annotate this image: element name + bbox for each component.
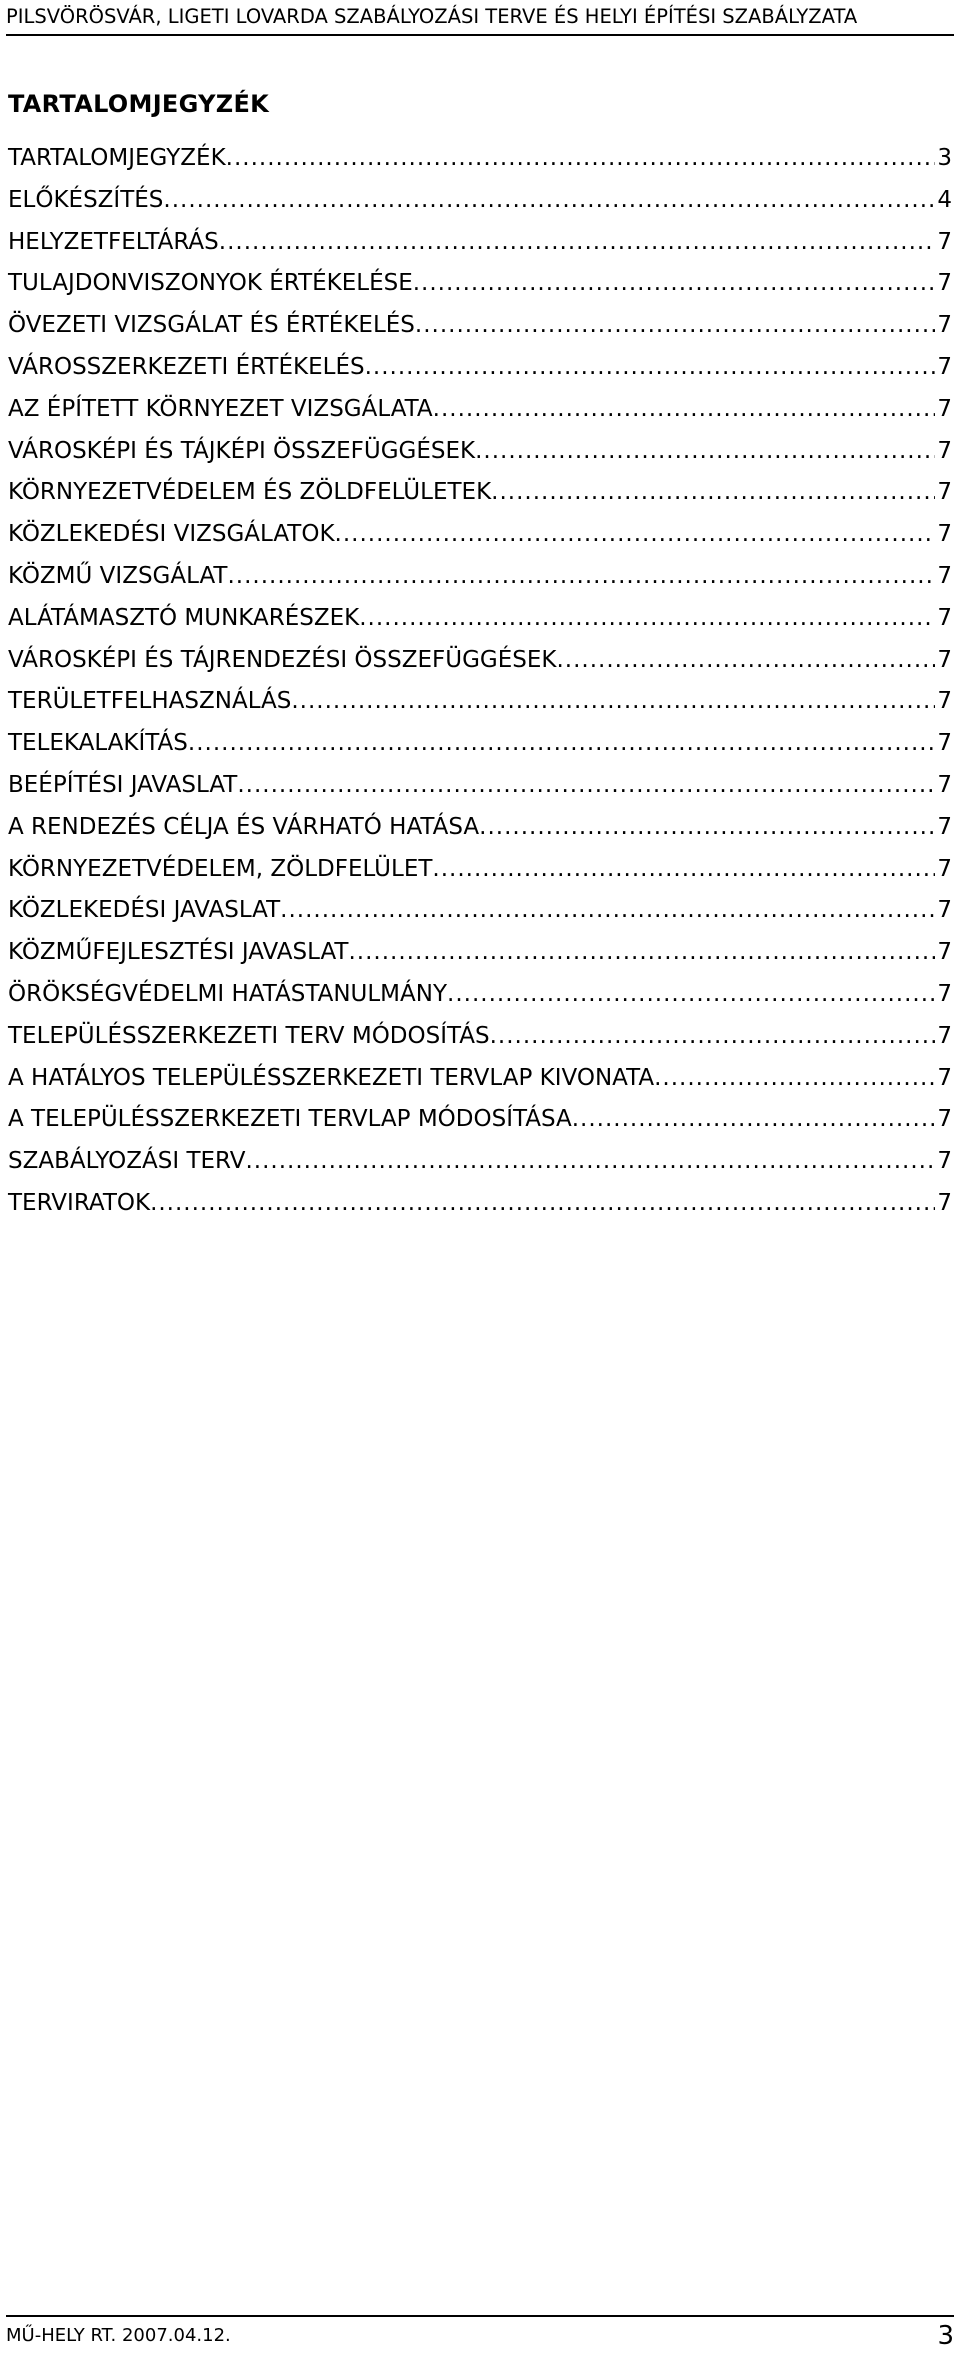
dot-leader [490, 1021, 936, 1051]
toc-entry-label: TULAJDONVISZONYOK ÉRTÉKELÉSE [8, 270, 413, 297]
toc-entry[interactable] [8, 143, 952, 185]
dot-leader [335, 519, 936, 549]
toc-entry[interactable] [8, 561, 952, 603]
toc-entry-label: VÁROSKÉPI ÉS TÁJKÉPI ÖSSZEFÜGGÉSEK [8, 437, 476, 464]
page-footer [6, 2315, 954, 2362]
footer-company-date: MŰ-HELY RT. 2007.04.12. [6, 2325, 231, 2346]
dot-leader [188, 728, 935, 758]
toc-entry-label: TERÜLETFELHASZNÁLÁS [8, 688, 292, 715]
dot-leader [415, 310, 935, 340]
toc-entry[interactable] [8, 645, 952, 687]
toc-entry[interactable] [8, 895, 952, 937]
toc-entry-page: 7 [937, 939, 952, 966]
toc-entry-page: 7 [937, 813, 952, 840]
dot-leader [359, 603, 935, 633]
dot-leader [413, 268, 936, 298]
toc-entry[interactable] [8, 1021, 952, 1063]
toc-entry-label: VÁROSKÉPI ÉS TÁJRENDEZÉSI ÖSSZEFÜGGÉSEK [8, 646, 557, 673]
dot-leader [226, 143, 936, 173]
toc-entry-page: 7 [937, 1106, 952, 1133]
toc-entry-label: A TELEPÜLÉSSZERKEZETI TERVLAP MÓDOSÍTÁSA [8, 1106, 572, 1133]
toc-entry-page: 7 [937, 395, 952, 422]
toc-entry-label: SZABÁLYOZÁSI TERV [8, 1148, 246, 1175]
toc-entry-label: KÖZMŰFEJLESZTÉSI JAVASLAT [8, 939, 349, 966]
toc-entry-label: HELYZETFELTÁRÁS [8, 228, 219, 255]
toc-entry[interactable] [8, 477, 952, 519]
table-of-contents [8, 143, 952, 1230]
toc-entry-page: 7 [937, 1189, 952, 1216]
toc-entry[interactable] [8, 519, 952, 561]
toc-entry[interactable] [8, 854, 952, 896]
page-number: 3 [937, 2321, 954, 2351]
toc-entry-label: KÖZMŰ VIZSGÁLAT [8, 562, 228, 589]
toc-entry[interactable] [8, 603, 952, 645]
toc-entry-label: A RENDEZÉS CÉLJA ÉS VÁRHATÓ HATÁSA [8, 813, 480, 840]
dot-leader [475, 436, 935, 466]
toc-entry-label: TERVIRATOK [8, 1189, 151, 1216]
toc-entry-page: 7 [937, 479, 952, 506]
toc-entry-label: KÖZLEKEDÉSI JAVASLAT [8, 897, 281, 924]
toc-entry-label: ÖRÖKSÉGVÉDELMI HATÁSTANULMÁNY [8, 980, 448, 1007]
toc-entry-page: 7 [937, 353, 952, 380]
toc-entry-label: TELEKALAKÍTÁS [8, 730, 188, 757]
toc-entry[interactable] [8, 937, 952, 979]
toc-entry-label: TARTALOMJEGYZÉK [8, 145, 226, 171]
toc-entry-page: 7 [937, 562, 952, 589]
toc-entry-page: 7 [937, 604, 952, 631]
toc-entry[interactable] [8, 394, 952, 436]
toc-entry[interactable] [8, 1146, 952, 1188]
toc-heading: TARTALOMJEGYZÉK [8, 90, 270, 118]
toc-entry[interactable] [8, 185, 952, 227]
toc-entry[interactable] [8, 352, 952, 394]
toc-entry[interactable] [8, 812, 952, 854]
toc-entry-page: 7 [937, 1148, 952, 1175]
toc-entry[interactable] [8, 1104, 952, 1146]
dot-leader [219, 227, 936, 257]
dot-leader [479, 812, 935, 842]
toc-entry-label: KÖZLEKEDÉSI VIZSGÁLATOK [8, 521, 335, 548]
toc-entry-label: ÖVEZETI VIZSGÁLAT ÉS ÉRTÉKELÉS [8, 312, 415, 339]
toc-entry-page: 7 [937, 855, 952, 882]
dot-leader [491, 477, 935, 507]
dot-leader [280, 895, 935, 925]
toc-entry-label: ELŐKÉSZÍTÉS [8, 186, 164, 213]
toc-entry-page: 4 [937, 186, 952, 213]
toc-entry-page: 7 [937, 228, 952, 255]
toc-entry[interactable] [8, 227, 952, 269]
toc-entry-label: VÁROSSZERKEZETI ÉRTÉKELÉS [8, 353, 365, 380]
toc-entry-page: 7 [937, 771, 952, 798]
toc-entry[interactable] [8, 686, 952, 728]
toc-entry[interactable] [8, 770, 952, 812]
dot-leader [433, 394, 936, 424]
toc-entry-page: 7 [937, 270, 952, 297]
dot-leader [291, 686, 935, 716]
toc-entry-label: ALÁTÁMASZTÓ MUNKARÉSZEK [8, 604, 360, 631]
toc-entry[interactable] [8, 436, 952, 478]
dot-leader [150, 1188, 935, 1218]
toc-entry-page: 7 [937, 521, 952, 548]
dot-leader [654, 1063, 935, 1093]
toc-entry-label: KÖRNYEZETVÉDELEM, ZÖLDFELÜLET [8, 855, 433, 882]
toc-entry[interactable] [8, 310, 952, 352]
toc-entry-label: TELEPÜLÉSSZERKEZETI TERV MÓDOSÍTÁS [8, 1022, 490, 1049]
dot-leader [348, 937, 935, 967]
dot-leader [572, 1104, 936, 1134]
dot-leader [432, 854, 935, 884]
toc-entry-page: 7 [937, 688, 952, 715]
dot-leader [556, 645, 935, 675]
toc-entry-page: 7 [937, 1022, 952, 1049]
toc-entry-label: AZ ÉPÍTETT KÖRNYEZET VIZSGÁLATA [8, 395, 433, 422]
toc-entry[interactable] [8, 1188, 952, 1230]
dot-leader [163, 185, 935, 215]
dot-leader [365, 352, 936, 382]
toc-entry-page: 7 [937, 730, 952, 757]
toc-entry[interactable] [8, 1063, 952, 1105]
dot-leader [227, 561, 935, 591]
toc-entry[interactable] [8, 268, 952, 310]
toc-entry-page: 7 [937, 897, 952, 924]
page-header [6, 6, 954, 36]
toc-entry-page: 7 [937, 980, 952, 1007]
dot-leader [245, 1146, 935, 1176]
toc-entry[interactable] [8, 728, 952, 770]
dot-leader [237, 770, 935, 800]
running-title: PILSVÖRÖSVÁR, LIGETI LOVARDA SZABÁLYOZÁSI TERVE ÉS HELYI ÉPÍTÉSI SZABÁLYZATA [6, 5, 858, 28]
dot-leader [447, 979, 935, 1009]
toc-entry-label: KÖRNYEZETVÉDELEM ÉS ZÖLDFELÜLETEK [8, 479, 492, 506]
toc-entry-page: 3 [937, 145, 952, 171]
toc-entry-page: 7 [937, 646, 952, 673]
toc-entry-page: 7 [937, 312, 952, 339]
toc-entry-page: 7 [937, 1064, 952, 1091]
toc-entry-page: 7 [937, 437, 952, 464]
toc-entry-label: BEÉPÍTÉSI JAVASLAT [8, 771, 238, 798]
toc-entry[interactable] [8, 979, 952, 1021]
toc-entry-label: A HATÁLYOS TELEPÜLÉSSZERKEZETI TERVLAP KIVONATA [8, 1064, 655, 1091]
